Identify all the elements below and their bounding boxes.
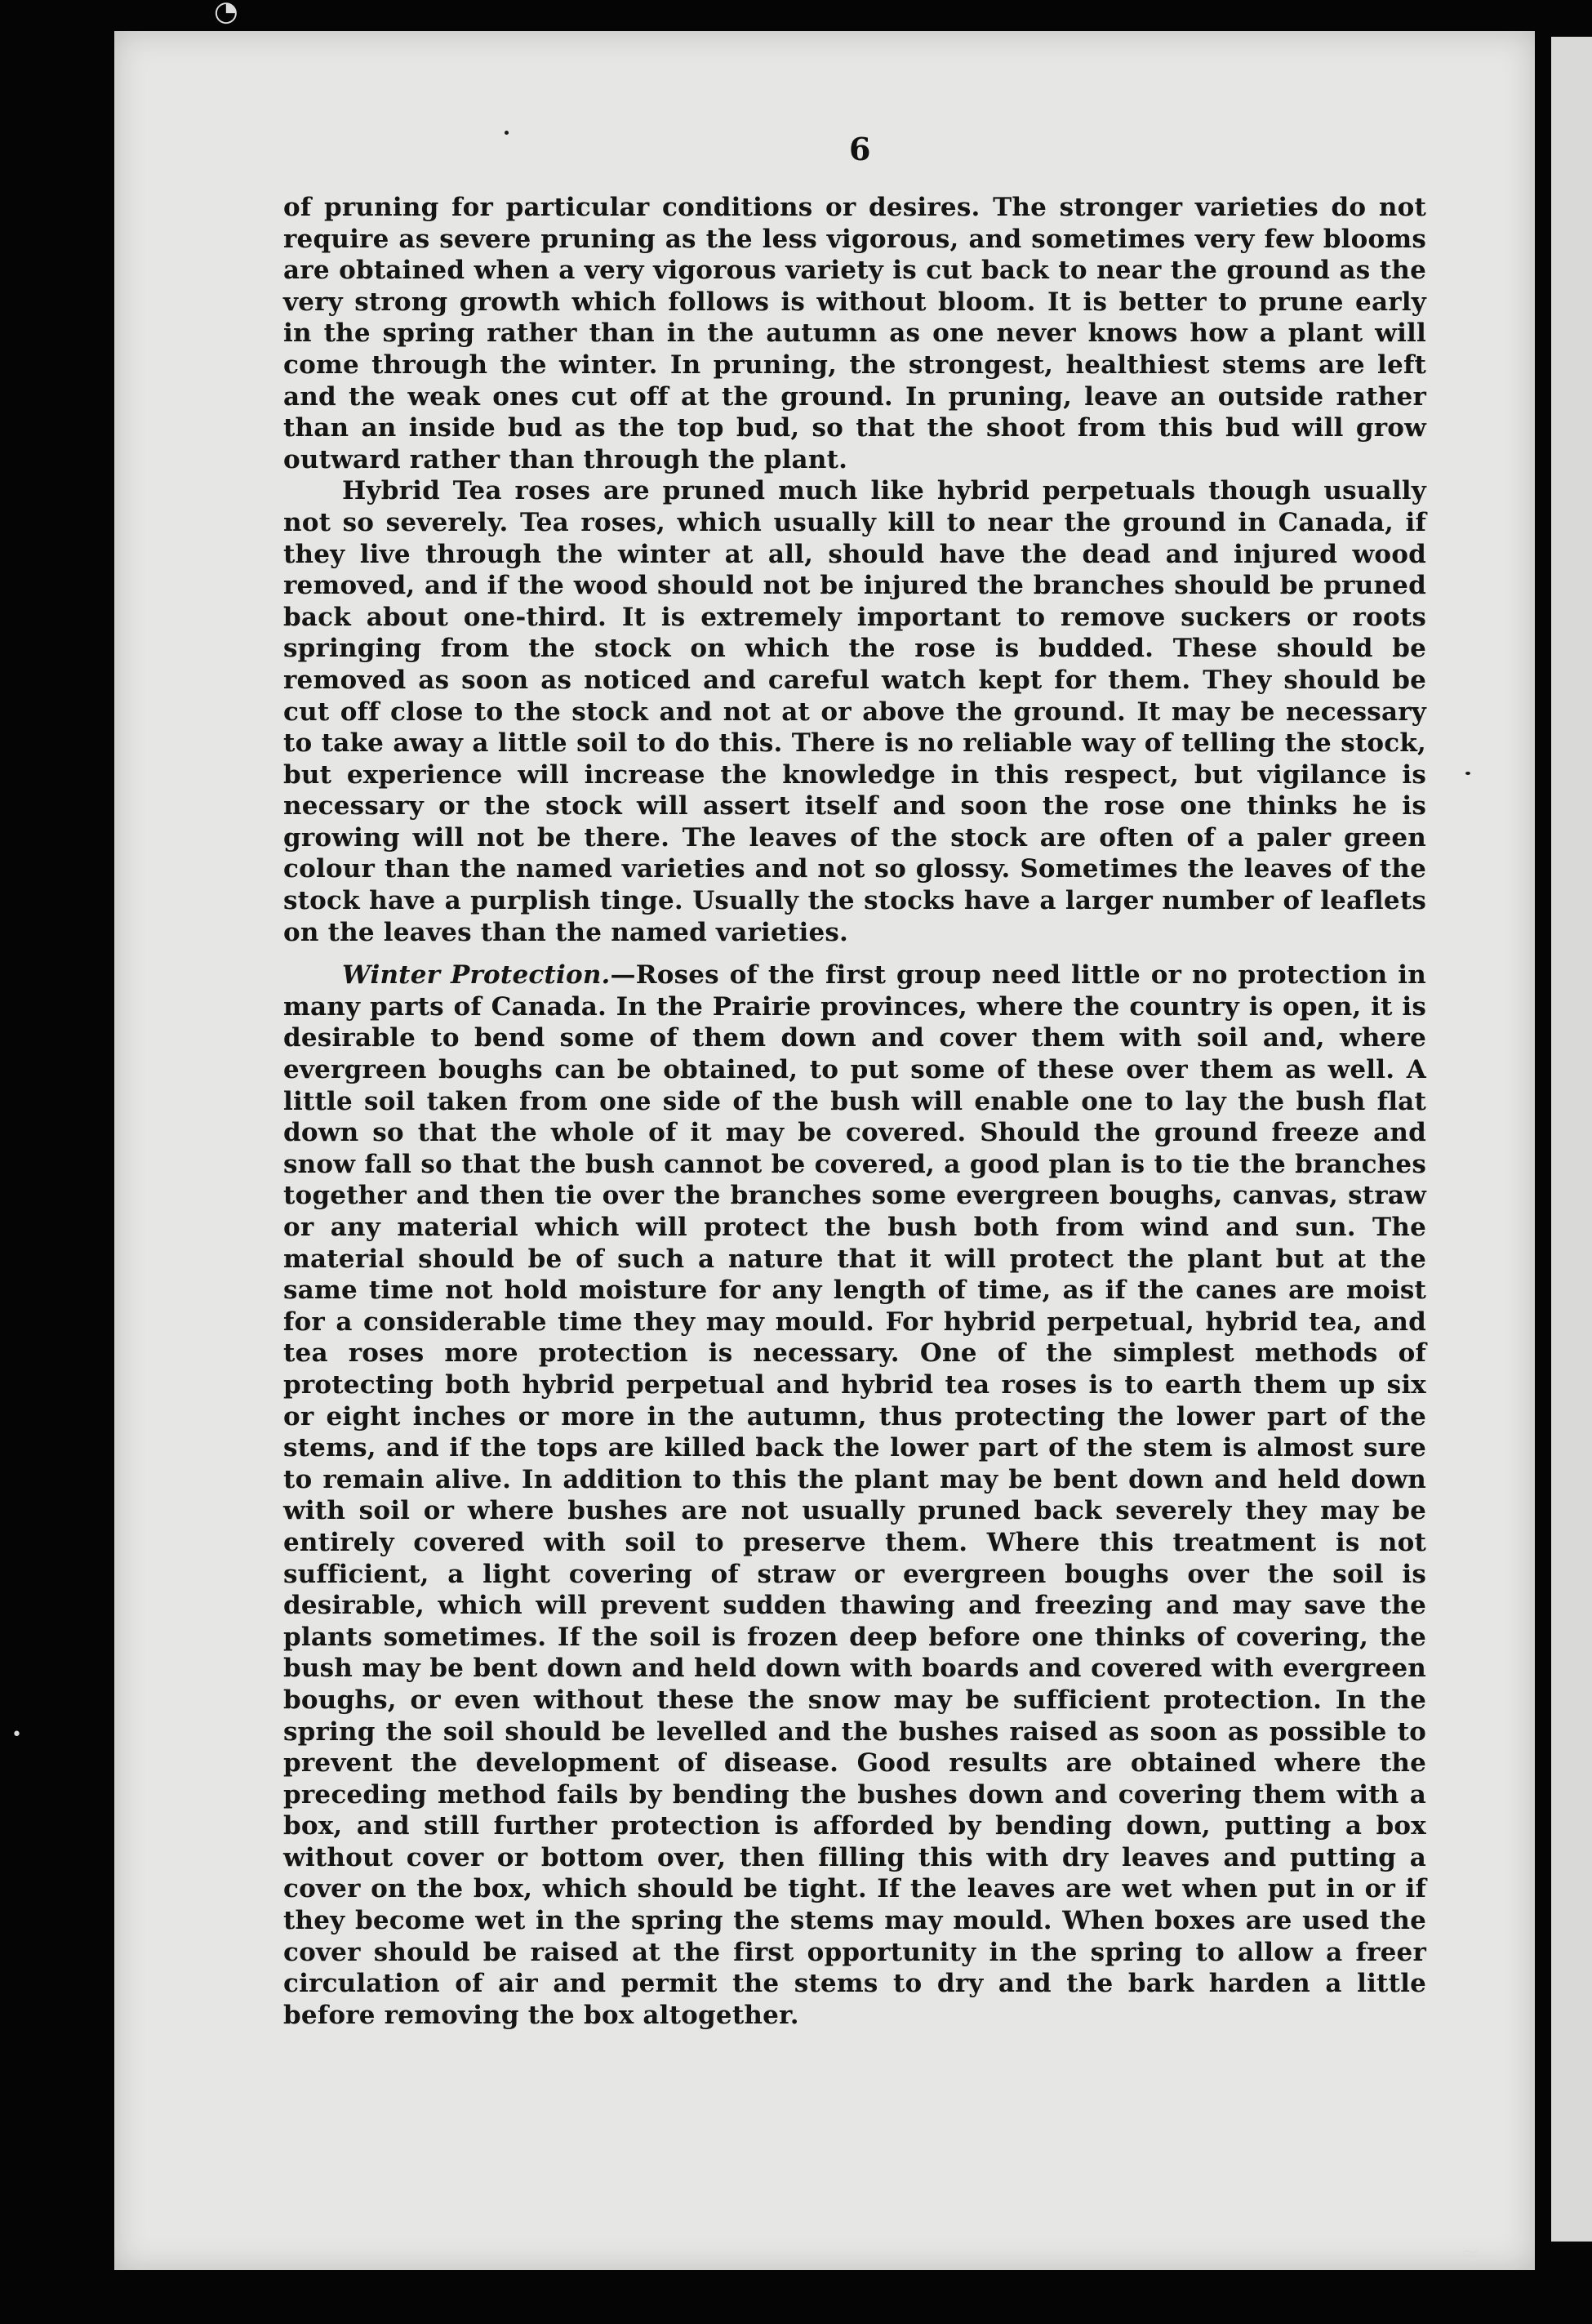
scan-speck [1465,772,1470,775]
paragraph-pruning: of pruning for particular conditions or desires. The stronger varieties do not require as severe pruning as the less vigorous, and sometimes very few blooms are obtained when a very vigorous variety is cut back to near the ground as the very strong growth which follows is without bloom. It is better to prune early in the spring rather than in the autumn as one never knows how a plant will come through the winter. In pruning, the strongest, healthiest stems are left and the weak ones cut off at the ground. In pruning, leave an outside rather than an inside bud as the top bud, so that the shoot from this bud will grow outward rather than through the plant. [283,193,1426,474]
scan-mark-left: • [11,1725,22,1745]
scan-mark-top-left: ◔ [214,0,238,28]
scan-speck [505,131,509,135]
paragraph-winter-protection [283,959,1426,2031]
paragraph-winter-text: —Roses of the first group need little or no protection in many parts of Canada. In the Prairie provinces, where the country is open, it is desirable to bend some of them down and cover them with soil and, where evergreen boughs can be obtained, to put some of these over them as well. A little soil taken from one side of the bush will enable one to lay the bush flat down so that the whole of it may be covered. Should the ground freeze and snow fall so that the bush cannot be covered, a good plan is to tie the branches together and then tie over the branches some evergreen boughs, canvas, straw or any material which will protect the bush both from wind and sun. The material should be of such a nature that it will protect the plant but at the same time not hold moisture for any length of time, as if the canes are moist for a considerable time they may mould. For hybrid perpetual, hybrid tea, and tea roses more protection is necessary. One of the simplest methods of protecting both hybrid perpetual and hybrid tea roses is to earth them up six or eight inches or more in the autumn, thus protecting the lower part of the stems, and if the tops are killed back the lower part of the stem is almost sure to remain alive. In addition to this the plant may be bent down and held down with soil or where bushes are not usually pruned back severely they may be entirely covered with soil to preserve them. Where this treatment is not sufficient, a light covering of straw or evergreen boughs over the soil is desirable, which will prevent sudden thawing and freezing and may save the plants sometimes. If the soil is frozen deep before one thinks of covering, the bush may be bent down and held down with boards and covered with evergreen boughs, or even without these the snow may be sufficient protection. In the spring the soil should be levelled and the bushes raised as soon as possible to prevent the development of disease. Good results are obtained where the preceding method fails by bending the bushes down and covering them with a box, and still further protection is afforded by bending down, putting a box without cover or bottom over, then filling this with dry leaves and putting a cover on the box, which should be tight. If the leaves are wet when put in or if they become wet in the spring the stems may mould. When boxes are used the cover should be raised at the first opportunity in the spring to allow a freer circulation of air and permit the stems to dry and the bark harden a little before removing the box altogether. [283,960,1426,2030]
body-text [283,192,1426,2031]
page-number: 6 [849,131,871,167]
adjacent-page-edge [1551,37,1592,2242]
scan-mark-bottom-right: ≋ [1461,2244,1479,2268]
paragraph-hybrid-tea: Hybrid Tea roses are pruned much like hybrid perpetuals though usually not so severely. Tea roses, which usually kill to near the ground in Canada, if they live through the winter at all, should have the dead and injured wood removed, and if the wood should not be injured the branches should be pruned back about one-third. It is extremely important to remove suckers or roots springing from the stock on which the rose is budded. These should be removed as soon as noticed and careful watch kept for them. They should be cut off close to the stock and not at or above the ground. It may be necessary to take away a little soil to do this. There is no reliable way of telling the stock, but experience will increase the knowledge in this respect, but vigilance is necessary or the stock will assert itself and soon the rose one thinks he is growing will not be there. The leaves of the stock are often of a paler green colour than the named varieties and not so glossy. Sometimes the leaves of the stock have a purplish tinge. Usually the stocks have a larger number of leaflets on the leaves than the named varieties. [283,476,1426,947]
section-heading: Winter Protection. [342,960,611,991]
